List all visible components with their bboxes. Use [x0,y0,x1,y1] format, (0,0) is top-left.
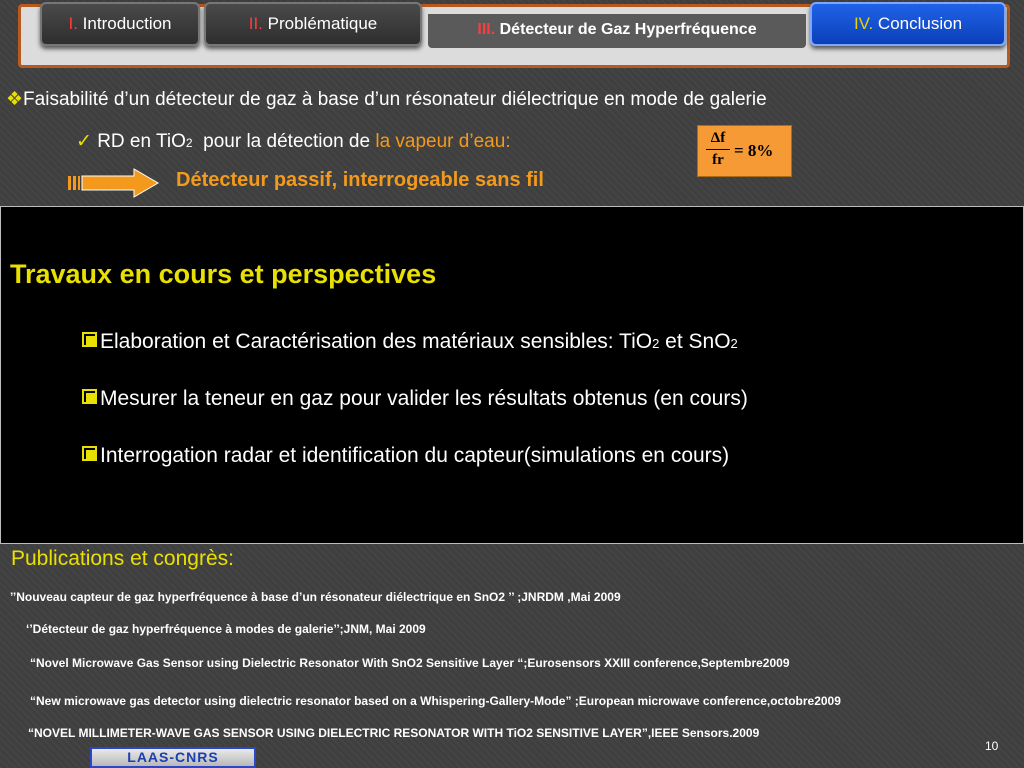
tab-number: I. [68,14,78,33]
feasibility-text: Faisabilité d’un détecteur de gaz à base d’un résonateur diélectrique en mode de galerie [23,89,767,110]
tab-problematique[interactable] [204,2,422,46]
tab-number: IV. [853,14,874,33]
rd-subscript: 2 [185,136,193,150]
feasibility-line [6,88,767,111]
formula-fraction [706,130,730,169]
ongoing-work-title: Travaux en cours et perspectives [10,259,437,289]
publication-item: “New microwave gas detector using dielectric resonator based on a Whispering-Gallery-Mode” ;European microwave conference,octobre2009 [30,694,841,708]
publications-heading: Publications et congrès: [11,547,234,570]
right-arrow-icon [66,167,162,199]
tab-conclusion[interactable] [810,2,1006,46]
rd-middle: pour la détection de [192,131,376,152]
publication-item: “NOVEL MILLIMETER-WAVE GAS SENSOR USING DIELECTRIC RESONATOR WITH TiO2 SENSITIVE LAYER”,IEEE Sensors.2009 [28,726,760,740]
work-item-text: Elaboration et Caractérisation des matériaux sensibles: TiO [100,330,653,353]
tab-detecteur[interactable] [428,14,806,48]
work-item-text: Mesurer la teneur en gaz pour valider les résultats obtenus (en cours) [100,387,748,410]
passive-detector-text: Détecteur passif, interrogeable sans fil [176,169,544,191]
formula-denominator: fr [712,152,724,168]
publication-item: ‘’Détecteur de gaz hyperfréquence à modes de galerie’’;JNM, Mai 2009 [26,622,426,636]
fraction-bar [706,149,730,150]
tab-label: Conclusion [877,14,963,33]
work-item [82,387,748,411]
publication-item: ’’Nouveau capteur de gaz hyperfréquence à base d’un résonateur diélectrique en SnO2 ’’ ;JNRDM ,Mai 2009 [10,590,621,604]
tab-label: Introduction [82,14,172,33]
ongoing-work-panel [0,206,1024,544]
formula-box [697,125,792,177]
diamond-bullet-icon: ❖ [6,89,24,110]
laas-cnrs-logo: LAAS-CNRS [90,747,256,768]
work-item-text: Interrogation radar et identification du capteur(simulations en cours) [100,444,730,467]
square-bullet-icon [82,389,97,404]
page-number: 10 [985,739,999,753]
work-item-sub: 2 [652,336,660,351]
square-bullet-icon [82,332,97,347]
work-item-sub: 2 [730,336,738,351]
tab-introduction[interactable] [40,2,200,46]
publication-item: “Novel Microwave Gas Sensor using Dielectric Resonator With SnO2 Sensitive Layer “;Eurosensors XXIII conference,Septembre2009 [30,656,790,670]
rd-highlight: la vapeur d’eau: [375,131,511,152]
tab-label: Problématique [267,14,378,33]
tab-label: Détecteur de Gaz Hyperfréquence [499,21,757,38]
rd-line [76,130,511,153]
tab-number: II. [248,14,263,33]
work-item [82,444,729,468]
work-item-mid: et SnO [659,330,731,353]
formula-rhs: = 8% [734,141,774,160]
checkmark-icon: ✓ [76,131,92,152]
tab-number: III. [477,21,496,38]
formula-numerator: Δf [710,130,726,146]
rd-prefix: RD en TiO [97,131,186,152]
square-bullet-icon [82,446,97,461]
work-item [82,330,738,354]
